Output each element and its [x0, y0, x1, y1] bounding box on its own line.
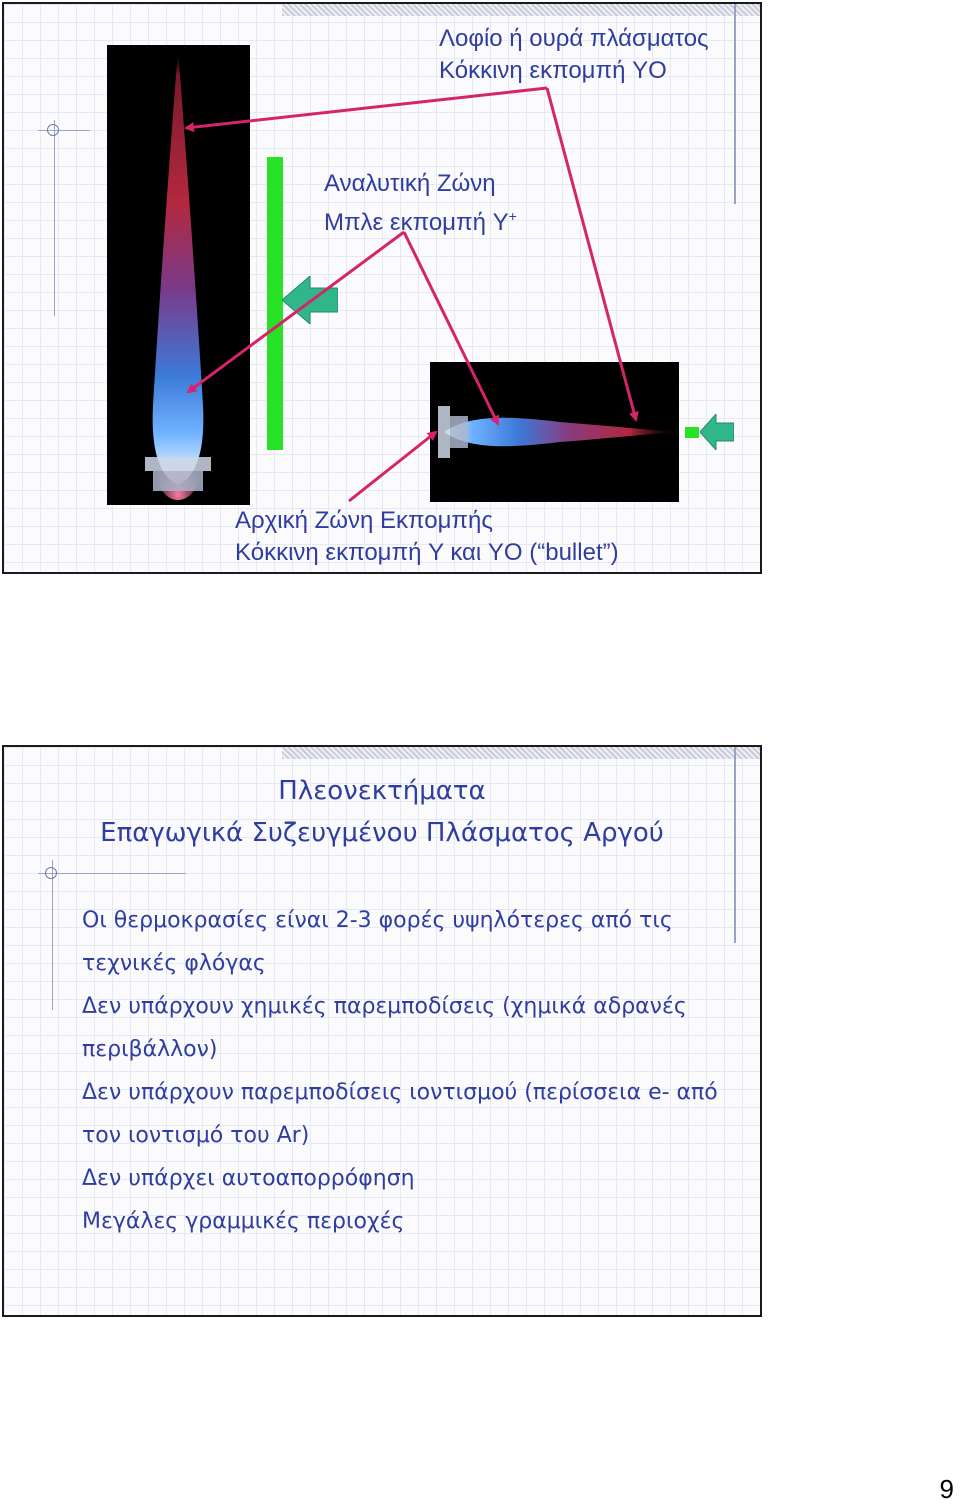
slide-bullet-circle-icon: [45, 867, 57, 879]
slide-left-tick: [38, 873, 186, 874]
list-item: Δεν υπάρχουν παρεμποδίσεις ιοντισμού (περίσσεια e- από τον ιοντισμό του Ar): [82, 1080, 718, 1148]
list-item: Δεν υπάρχουν χημικές παρεμποδίσεις (χημικά αδρανές περιβάλλον): [82, 994, 687, 1062]
callout-analytic-horizontal: [404, 232, 498, 424]
callout-analytic: [188, 232, 404, 392]
label-initial-line2: Κόκκινη εκπομπή Y και YO (“bullet”): [235, 539, 619, 566]
list-item: Οι θερμοκρασίες είναι 2-3 φορές υψηλότερες από τις τεχνικές φλόγας: [82, 908, 673, 976]
label-analytic-text: Μπλε εκπομπή Y: [324, 209, 509, 236]
advantages-list: [82, 899, 742, 1243]
slide-title-line2: Επαγωγικά Συζευγμένου Πλάσματος Αργού: [100, 818, 664, 848]
label-tail-line1: Λοφίο ή ουρά πλάσματος: [439, 25, 709, 52]
slide-top-stripe: [282, 747, 760, 759]
slide-plasma-zones: [2, 2, 762, 574]
label-analytic-sup: +: [508, 208, 517, 224]
list-item: Μεγάλες γραμμικές περιοχές: [82, 1209, 405, 1234]
callout-tail: [186, 88, 547, 128]
label-initial-line1: Αρχική Ζώνη Εκπομπής: [235, 507, 493, 534]
slide-title-line1: Πλεονεκτήματα: [278, 776, 486, 806]
callout-lines: [4, 4, 760, 572]
label-tail-line2: Κόκκινη εκπομπή YO: [439, 57, 667, 84]
slide-left-rule: [52, 860, 53, 1010]
slide-icp-advantages: [2, 745, 762, 1317]
label-analytic-line1: Αναλυτική Ζώνη: [324, 170, 496, 197]
callout-tail-horizontal: [547, 88, 636, 420]
callout-initial: [349, 432, 436, 501]
list-item: Δεν υπάρχει αυτοαπορρόφηση: [82, 1166, 415, 1191]
page-number: 9: [939, 1474, 954, 1504]
